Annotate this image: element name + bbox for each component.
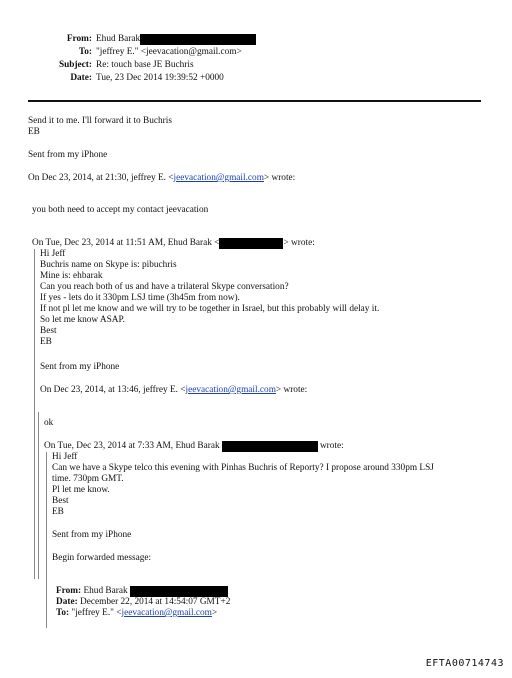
header-subject-label: Subject: xyxy=(58,60,92,70)
header-divider xyxy=(28,100,481,102)
email-link[interactable]: jeevacation@gmail.com xyxy=(173,173,264,183)
header-date-value: Tue, 23 Dec 2014 19:39:52 +0000 xyxy=(96,73,224,83)
msg3-line: So let me know ASAP. xyxy=(40,315,125,325)
quote-bar xyxy=(38,412,39,579)
header-from-label: From: xyxy=(66,34,92,44)
msg3-line: Buchris name on Skype is: pibuchris xyxy=(40,260,177,270)
header-from-name: Ehud Barak xyxy=(96,34,141,44)
msg3-line: Hi Jeff xyxy=(40,249,66,259)
msg1-wrote-prefix: On Dec 23, 2014, at 21:30, jeffrey E. < xyxy=(28,173,174,183)
redaction-box xyxy=(219,238,283,249)
redaction-box xyxy=(130,586,228,597)
header-subject-value: Re: touch base JE Buchris xyxy=(96,60,194,70)
msg4-forwarded: Begin forwarded message: xyxy=(52,553,152,563)
header-to-value: "jeffrey E." <jeevacation@gmail.com> xyxy=(96,47,242,57)
quote-bar xyxy=(46,452,47,628)
msg3-wrote-suffix: > wrote: xyxy=(283,238,315,248)
msg3-line: Mine is: ehbarak xyxy=(40,271,103,281)
msg3-wrote2 xyxy=(40,385,307,396)
msg3-line: Best xyxy=(40,326,57,336)
msg2-line1: you both need to accept my contact jeevacation xyxy=(32,205,209,215)
forward-date-row xyxy=(56,597,230,608)
msg4-line1: ok xyxy=(44,418,54,428)
redaction-box xyxy=(140,34,256,45)
msg1-wrote xyxy=(28,173,295,184)
msg4-wrote-prefix: On Tue, Dec 23, 2014 at 7:33 AM, Ehud Barak xyxy=(44,441,220,451)
document-id: EFTA00714743 xyxy=(425,658,504,669)
redaction-box xyxy=(222,441,318,452)
msg1-sent: Sent from my iPhone xyxy=(28,150,108,160)
msg4-line: time. 730pm GMT. xyxy=(52,474,124,484)
msg3-wrote2-prefix: On Dec 23, 2014, at 13:46, jeffrey E. < xyxy=(40,385,186,395)
msg4-sent: Sent from my iPhone xyxy=(52,530,132,540)
forward-to-row xyxy=(56,608,217,619)
msg4-wrote-suffix: wrote: xyxy=(319,441,344,451)
msg3-sent: Sent from my iPhone xyxy=(40,362,120,372)
forward-from-row xyxy=(56,586,228,597)
msg4-line: Pl let me know. xyxy=(52,485,110,495)
header-date-label: Date: xyxy=(70,73,92,83)
msg3-line: If yes - lets do it 330pm LSJ time (3h45m from now). xyxy=(40,293,240,303)
header-to-label: To: xyxy=(78,47,92,57)
msg3-line: If not pl let me know and we will try to be together in Israel, but this probably will delay it. xyxy=(40,304,380,314)
quote-bar xyxy=(34,249,35,579)
msg3-line: EB xyxy=(40,337,52,347)
email-link[interactable]: jeevacation@gmail.com xyxy=(185,385,276,395)
msg4-line: Can we have a Skype telco this evening with Pinhas Buchris of Reporty? I propose around 330pm LSJ xyxy=(52,463,434,473)
forward-to-suffix: > xyxy=(211,608,218,618)
msg3-wrote xyxy=(32,238,315,249)
forward-to-label: To: xyxy=(56,608,70,618)
msg3-wrote-prefix: On Tue, Dec 23, 2014 at 11:51 AM, Ehud Barak < xyxy=(32,238,220,248)
msg3-wrote2-suffix: > wrote: xyxy=(275,385,308,395)
msg4-line: Best xyxy=(52,496,69,506)
msg4-line: EB xyxy=(52,507,64,517)
msg4-line: Hi Jeff xyxy=(52,452,78,462)
forward-date-label: Date: xyxy=(56,597,78,607)
forward-from-label: From: xyxy=(56,586,82,596)
header-from-value xyxy=(96,34,256,45)
email-link[interactable]: jeevacation@gmail.com xyxy=(121,608,212,618)
msg4-wrote xyxy=(44,441,344,452)
msg1-wrote-suffix: > wrote: xyxy=(263,173,296,183)
msg3-line: Can you reach both of us and have a trilateral Skype conversation? xyxy=(40,282,289,292)
forward-from-value: Ehud Barak xyxy=(83,586,128,596)
forward-date-value: December 22, 2014 at 14:54:07 GMT+2 xyxy=(80,597,231,607)
forward-to-prefix: "jeffrey E." < xyxy=(71,608,122,618)
msg1-line1: Send it to me. I'll forward it to Buchris xyxy=(28,116,172,126)
msg1-line2: EB xyxy=(28,127,40,137)
